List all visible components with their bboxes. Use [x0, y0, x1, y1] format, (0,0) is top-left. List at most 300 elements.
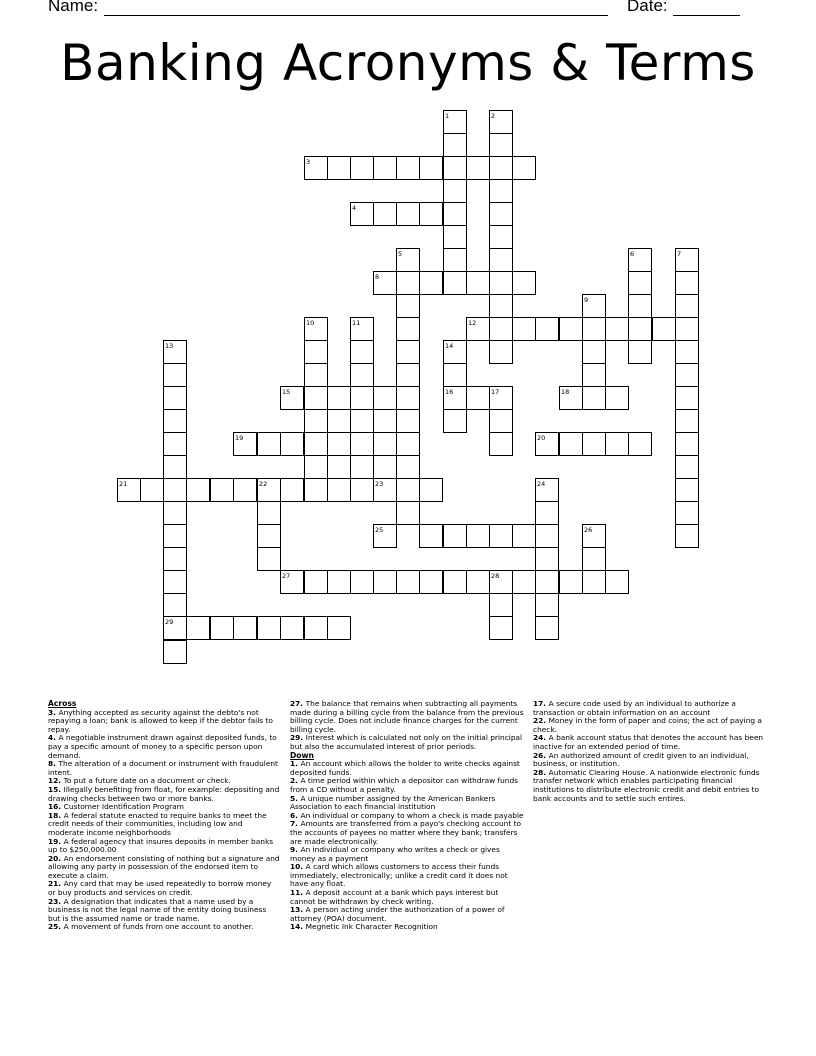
clue-item-number: 20. [48, 853, 64, 863]
crossword-cell[interactable] [536, 479, 559, 502]
crossword-cell[interactable] [444, 134, 467, 157]
crossword-cell[interactable] [676, 525, 699, 548]
crossword-cell[interactable] [328, 479, 351, 502]
clue-item [48, 709, 280, 735]
clue-item-number: 3. [48, 707, 59, 717]
crossword-cell[interactable] [258, 525, 281, 548]
crossword-cell[interactable] [444, 272, 467, 295]
crossword-cell[interactable] [234, 617, 257, 640]
crossword-cell[interactable] [281, 433, 304, 456]
crossword-cell[interactable] [513, 157, 536, 180]
clue-item-text: Illegally benefiting from float, for example: depositing and drawing checks between two or more banks. [48, 784, 280, 803]
crossword-cell[interactable] [513, 318, 536, 341]
crossword-cell[interactable] [305, 617, 328, 640]
clue-item-number: 1. [290, 759, 301, 769]
crossword-cell[interactable] [513, 525, 536, 548]
crossword-cell[interactable] [536, 617, 559, 640]
clue-item-text: A time period within which a depositor can withdraw funds from a CD without a penalty. [290, 776, 519, 794]
clue-item [533, 717, 771, 734]
crossword-cell[interactable] [420, 272, 443, 295]
crossword-cell[interactable] [629, 318, 652, 341]
clue-item-text: Automatic Clearing House. A nationwide electronic funds transfer network which enables participating financial institutions to distribute electronic credit and debit entries to bank accounts and to settle such entires. [533, 767, 760, 803]
clue-item-number: 25. [48, 922, 64, 932]
clue-number: 16 [445, 388, 454, 396]
crossword-cell[interactable] [536, 525, 559, 548]
clue-item [48, 923, 280, 932]
crossword-cell[interactable] [536, 433, 559, 456]
crossword-cell[interactable] [490, 134, 513, 157]
crossword-cell[interactable] [629, 341, 652, 364]
clue-number: 1 [445, 112, 450, 120]
clue-number: 9 [584, 296, 589, 304]
clue-item-text: An individual or company who writes a check or gives money as a payment [290, 845, 500, 863]
crossword-cell[interactable] [351, 456, 374, 479]
crossword-cell[interactable] [444, 157, 467, 180]
clue-item-text: A movement of funds from one account to another. [63, 922, 254, 932]
crossword-cell[interactable] [467, 571, 490, 594]
clue-number: 3 [306, 158, 311, 166]
crossword-cell[interactable] [606, 571, 629, 594]
crossword-cell[interactable] [164, 456, 187, 479]
crossword-cell[interactable] [444, 571, 467, 594]
crossword-cell[interactable] [583, 525, 606, 548]
crossword-cell[interactable] [490, 111, 513, 134]
section-heading: Across [48, 699, 77, 708]
crossword-cell[interactable] [467, 272, 490, 295]
crossword-cell[interactable] [305, 318, 328, 341]
crossword-cell[interactable] [583, 364, 606, 387]
crossword-cell[interactable] [305, 456, 328, 479]
crossword-cell[interactable] [490, 203, 513, 226]
crossword-cell[interactable] [164, 433, 187, 456]
crossword-cell[interactable] [606, 433, 629, 456]
crossword-cell[interactable] [397, 456, 420, 479]
clue-item-number: 23. [48, 896, 64, 906]
clue-item-text: An individual or company to whom a check is made payable [300, 810, 524, 820]
clue-item [48, 838, 280, 855]
crossword-cell[interactable] [397, 157, 420, 180]
clue-number: 28 [491, 572, 500, 580]
clue-item-text: A federal agency that insures deposits in member banks up to $250,000.00 [48, 836, 274, 855]
crossword-cell[interactable] [420, 571, 443, 594]
clue-item-text: A negotiable instrument drawn against deposited funds, to pay a specific amount of money to a specific person upon demand. [48, 733, 277, 760]
crossword-cell[interactable] [490, 295, 513, 318]
crossword-cell[interactable] [164, 364, 187, 387]
clue-item [533, 769, 771, 803]
clue-number: 4 [352, 204, 357, 212]
clue-item-text: Megnetic Ink Character Recognition [305, 922, 438, 932]
crossword-cell[interactable] [397, 341, 420, 364]
crossword-cell[interactable] [164, 594, 187, 617]
crossword-cell[interactable] [234, 433, 257, 456]
crossword-cell[interactable] [351, 364, 374, 387]
clue-item-number: 16. [48, 802, 64, 812]
clue-item-number: 21. [48, 879, 64, 889]
page-title: Banking Acronyms & Terms [60, 34, 756, 92]
clue-item-text: Money in the form of paper and coins; the act of paying a check. [533, 716, 762, 734]
clue-item-text: Customer Identification Program [63, 802, 184, 812]
section-heading: Down [290, 750, 314, 760]
crossword-cell[interactable] [305, 341, 328, 364]
clue-item-number: 26. [533, 750, 549, 760]
crossword-cell[interactable] [351, 203, 374, 226]
crossword-cell[interactable] [141, 479, 164, 502]
crossword-cell[interactable] [560, 571, 583, 594]
crossword-cell[interactable] [536, 594, 559, 617]
clue-item-text: A deposit account at a bank which pays interest but cannot be withdrawn by check writing. [290, 888, 499, 906]
crossword-cell[interactable] [351, 157, 374, 180]
clue-item-text: Amounts are transferred from a payo's checking account to the accounts of payees no matter where they bank; transfers are made electronically. [290, 819, 521, 846]
clue-number: 29 [165, 618, 174, 626]
crossword-cell[interactable] [305, 364, 328, 387]
crossword-cell[interactable] [258, 479, 281, 502]
crossword-cell[interactable] [560, 387, 583, 410]
crossword-cell[interactable] [164, 571, 187, 594]
crossword-cell[interactable] [118, 479, 141, 502]
clues-column-2 [290, 700, 526, 932]
crossword-cell[interactable] [397, 571, 420, 594]
crossword-cell[interactable] [258, 433, 281, 456]
clue-item-number: 11. [290, 888, 306, 898]
crossword-cell[interactable] [536, 502, 559, 525]
crossword-cell[interactable] [606, 387, 629, 410]
crossword-cell[interactable] [467, 318, 490, 341]
crossword-cell[interactable] [490, 525, 513, 548]
crossword-cell[interactable] [420, 525, 443, 548]
clue-number: 17 [491, 388, 500, 396]
crossword-cell[interactable] [164, 548, 187, 571]
clue-number: 14 [445, 342, 454, 350]
clue-number: 11 [352, 319, 361, 327]
crossword-cell[interactable] [653, 318, 676, 341]
crossword-cell[interactable] [328, 571, 351, 594]
crossword-cell[interactable] [676, 318, 699, 341]
crossword-cell[interactable] [513, 571, 536, 594]
crossword-cell[interactable] [374, 571, 397, 594]
crossword-cell[interactable] [490, 226, 513, 249]
crossword-cell[interactable] [583, 548, 606, 571]
crossword-cell[interactable] [560, 318, 583, 341]
crossword-cell[interactable] [676, 364, 699, 387]
crossword-cell[interactable] [351, 318, 374, 341]
crossword-cell[interactable] [374, 525, 397, 548]
clue-item [48, 855, 280, 881]
crossword-cell[interactable] [164, 525, 187, 548]
crossword-cell[interactable] [420, 157, 443, 180]
crossword-cell[interactable] [583, 571, 606, 594]
crossword-cell[interactable] [258, 502, 281, 525]
crossword-cell[interactable] [444, 525, 467, 548]
crossword-cell[interactable] [629, 249, 652, 272]
clue-item [290, 889, 526, 906]
crossword-cell[interactable] [676, 272, 699, 295]
crossword-cell[interactable] [444, 111, 467, 134]
clue-item-text: A person acting under the authorization of a power of attorney (POA) document. [290, 905, 505, 923]
crossword-cell[interactable] [490, 617, 513, 640]
clue-item-number: 24. [533, 733, 549, 743]
clue-item-number: 22. [533, 716, 549, 726]
clue-number: 23 [375, 480, 384, 488]
clue-number: 15 [282, 388, 291, 396]
clue-number: 8 [375, 273, 380, 281]
crossword-cell[interactable] [281, 617, 304, 640]
crossword-cell[interactable] [606, 318, 629, 341]
clue-item [48, 734, 280, 760]
crossword-cell[interactable] [328, 387, 351, 410]
crossword-cell[interactable] [444, 410, 467, 433]
clue-item-text: To put a future date on a document or check. [63, 776, 231, 786]
crossword-cell[interactable] [397, 295, 420, 318]
clue-number: 18 [561, 388, 570, 396]
crossword-cell[interactable] [351, 433, 374, 456]
crossword-cell[interactable] [258, 548, 281, 571]
crossword-cell[interactable] [676, 502, 699, 525]
crossword-cell[interactable] [444, 249, 467, 272]
crossword-cell[interactable] [490, 180, 513, 203]
crossword-cell[interactable] [536, 318, 559, 341]
clue-item-number: 27. [290, 699, 306, 708]
clues-column-1 [48, 700, 280, 932]
clue-number: 12 [468, 319, 477, 327]
crossword-cell[interactable] [374, 272, 397, 295]
clue-item-number: 8. [48, 759, 59, 769]
crossword-cell[interactable] [374, 433, 397, 456]
crossword-cell[interactable] [305, 157, 328, 180]
clue-number: 21 [119, 480, 128, 488]
clue-item-number: 10. [290, 862, 306, 872]
clue-number: 26 [584, 526, 593, 534]
crossword-cell[interactable] [374, 203, 397, 226]
clue-item-number: 18. [48, 810, 64, 820]
crossword-cell[interactable] [444, 341, 467, 364]
crossword-cell[interactable] [490, 433, 513, 456]
clue-item-text: An account which allows the holder to write checks against deposited funds. [290, 759, 520, 777]
clue-item [290, 777, 526, 794]
clue-item-number: 9. [290, 845, 301, 855]
clue-item-number: 19. [48, 836, 64, 846]
crossword-cell[interactable] [676, 295, 699, 318]
clue-item-number: 14. [290, 922, 306, 932]
crossword-cell[interactable] [397, 249, 420, 272]
clue-item [48, 760, 280, 777]
clue-item-text: Anything accepted as security against the debto's not repaying a loan; bank is allowed to keep if the debtor fails to repay. [48, 707, 273, 734]
clue-number: 6 [630, 250, 635, 258]
clue-item [48, 786, 280, 803]
crossword-cell[interactable] [629, 433, 652, 456]
crossword-cell[interactable] [676, 387, 699, 410]
clue-item-text: A bank account status that denotes the account has been inactive for an extended period of time. [533, 733, 764, 751]
clue-number: 22 [259, 480, 268, 488]
clue-item-text: A secure code used by an individual to authorize a transaction or obtain information on an account [533, 699, 736, 717]
crossword-cell[interactable] [420, 203, 443, 226]
clue-item-text: An endorsement consisting of nothing but a signature and allowing any party in possession of the endorsed item to execute a claim. [48, 853, 280, 880]
crossword-cell[interactable] [397, 364, 420, 387]
clue-item [48, 880, 280, 897]
crossword-cell[interactable] [234, 479, 257, 502]
clue-item-number: 12. [48, 776, 64, 786]
crossword-cell[interactable] [281, 479, 304, 502]
crossword-cell[interactable] [281, 387, 304, 410]
crossword-cell[interactable] [397, 272, 420, 295]
crossword-cell[interactable] [444, 203, 467, 226]
crossword-cell[interactable] [490, 249, 513, 272]
crossword-cell[interactable] [676, 341, 699, 364]
clue-item [290, 846, 526, 863]
crossword-cell[interactable] [490, 272, 513, 295]
crossword-cell[interactable] [560, 433, 583, 456]
crossword-cell[interactable] [328, 617, 351, 640]
crossword-cell[interactable] [583, 295, 606, 318]
clue-number: 27 [282, 572, 291, 580]
clue-number: 5 [398, 250, 403, 258]
crossword-cell[interactable] [444, 364, 467, 387]
crossword-cell[interactable] [351, 387, 374, 410]
clue-item-text: The alteration of a document or instrument with fraudulent intent. [48, 759, 278, 777]
crossword-cell[interactable] [583, 318, 606, 341]
crossword-cell[interactable] [676, 456, 699, 479]
clue-number: 2 [491, 112, 496, 120]
clue-item [48, 812, 280, 838]
clue-item-number: 7. [290, 819, 301, 829]
crossword-cell[interactable] [305, 433, 328, 456]
clue-item-number: 28. [533, 767, 549, 777]
crossword-cell[interactable] [676, 433, 699, 456]
crossword-cell[interactable] [444, 180, 467, 203]
crossword-cell[interactable] [397, 203, 420, 226]
clue-item [290, 863, 526, 889]
crossword-cell[interactable] [305, 387, 328, 410]
crossword-cell[interactable] [467, 387, 490, 410]
crossword-cell[interactable] [629, 272, 652, 295]
crossword-cell[interactable] [305, 410, 328, 433]
crossword-cell[interactable] [676, 479, 699, 502]
crossword-cell[interactable] [351, 571, 374, 594]
crossword-cell[interactable] [305, 571, 328, 594]
clue-item-text: A designation that indicates that a name used by a business is not the legal name of the entity doing business but is the assumed name or trade name. [48, 896, 267, 923]
clue-item-number: 5. [290, 793, 301, 803]
clue-item-text: Any card that may be used repeatedly to borrow money or buy products and services on credit. [48, 879, 272, 898]
crossword-cell[interactable] [676, 410, 699, 433]
crossword-cell[interactable] [490, 410, 513, 433]
clue-number: 13 [165, 342, 174, 350]
clue-number: 10 [306, 319, 315, 327]
clue-number: 7 [677, 250, 682, 258]
clue-number: 19 [235, 434, 244, 442]
crossword-cell[interactable] [676, 249, 699, 272]
crossword-cell[interactable] [536, 571, 559, 594]
crossword-cell[interactable] [397, 433, 420, 456]
clue-item-text: A federal statute enacted to require banks to meet the credit needs of their communities, including low and moderate income neighborhoods [48, 810, 267, 837]
clue-item [290, 734, 526, 751]
crossword-cell[interactable] [397, 410, 420, 433]
crossword-cell[interactable] [583, 341, 606, 364]
crossword-cell[interactable] [187, 479, 210, 502]
crossword-cell[interactable] [536, 548, 559, 571]
crossword-cell[interactable] [583, 387, 606, 410]
crossword-cell[interactable] [490, 341, 513, 364]
crossword-cell[interactable] [490, 387, 513, 410]
crossword-cell[interactable] [164, 502, 187, 525]
clue-item-number: 6. [290, 810, 301, 820]
crossword-cell[interactable] [211, 617, 234, 640]
crossword-cell[interactable] [583, 433, 606, 456]
clue-item [48, 898, 280, 924]
crossword-cell[interactable] [164, 479, 187, 502]
clue-number: 20 [537, 434, 546, 442]
crossword-cell[interactable] [164, 387, 187, 410]
crossword-cell[interactable] [420, 479, 443, 502]
crossword-cell[interactable] [187, 617, 210, 640]
crossword-cell[interactable] [374, 479, 397, 502]
clue-item-text: A card which allows customers to access their funds immediately, electronically; unlike a credit card it does not have any float. [290, 862, 508, 889]
crossword-cell[interactable] [444, 226, 467, 249]
clue-item-text: Interest which is calculated not only on the initial principal but also the accumulated interest of prior periods. [290, 733, 523, 751]
crossword-cell[interactable] [164, 641, 187, 664]
crossword-cell[interactable] [328, 433, 351, 456]
clue-item-number: 2. [290, 776, 301, 786]
clue-item-text: An authorized amount of credit given to an individual, business, or institution. [533, 750, 749, 769]
clue-item-number: 13. [290, 905, 306, 915]
clue-number: 24 [537, 480, 546, 488]
crossword-cell[interactable] [258, 617, 281, 640]
crossword-cell[interactable] [374, 157, 397, 180]
clues-column-3 [533, 700, 771, 803]
crossword-cell[interactable] [351, 410, 374, 433]
clue-item [290, 700, 526, 734]
clue-item [533, 700, 771, 717]
clue-item [290, 795, 526, 812]
crossword-cell[interactable] [164, 617, 187, 640]
clue-item [533, 734, 771, 751]
clue-number: 25 [375, 526, 384, 534]
clue-item [290, 760, 526, 777]
crossword-cell[interactable] [397, 502, 420, 525]
crossword-cell[interactable] [164, 341, 187, 364]
crossword-cell[interactable] [328, 157, 351, 180]
crossword-cell[interactable] [211, 479, 234, 502]
crossword-cell[interactable] [374, 387, 397, 410]
crossword-cell[interactable] [351, 479, 374, 502]
clue-item-number: 17. [533, 699, 549, 708]
crossword-cell[interactable] [629, 295, 652, 318]
clue-item-number: 4. [48, 733, 59, 743]
clue-item [290, 906, 526, 923]
clue-item [290, 820, 526, 846]
crossword-cell[interactable] [164, 410, 187, 433]
crossword-cell[interactable] [351, 341, 374, 364]
crossword-cell[interactable] [305, 479, 328, 502]
crossword-cell[interactable] [513, 272, 536, 295]
crossword-cell[interactable] [490, 318, 513, 341]
crossword-cell[interactable] [490, 157, 513, 180]
crossword-cell[interactable] [490, 571, 513, 594]
crossword-cell[interactable] [467, 525, 490, 548]
crossword-cell[interactable] [444, 387, 467, 410]
crossword-cell[interactable] [397, 318, 420, 341]
clue-item [533, 752, 771, 769]
crossword-cell[interactable] [397, 479, 420, 502]
clue-item [290, 923, 526, 932]
clue-item-text: A unique number assigned by the American Bankers Association to each financial institution [290, 793, 496, 812]
crossword-cell[interactable] [281, 571, 304, 594]
clue-item-text: The balance that remains when subtracting all payments made during a billing cycle from the balance from the previous billing cycle. Does not include finance charges for the current billing cycle. [290, 699, 524, 734]
crossword-cell[interactable] [490, 594, 513, 617]
crossword-cell[interactable] [467, 157, 490, 180]
crossword-cell[interactable] [397, 387, 420, 410]
clue-item-number: 29. [290, 733, 306, 743]
clue-item-number: 15. [48, 784, 64, 794]
date-label: Date: [627, 0, 668, 15]
